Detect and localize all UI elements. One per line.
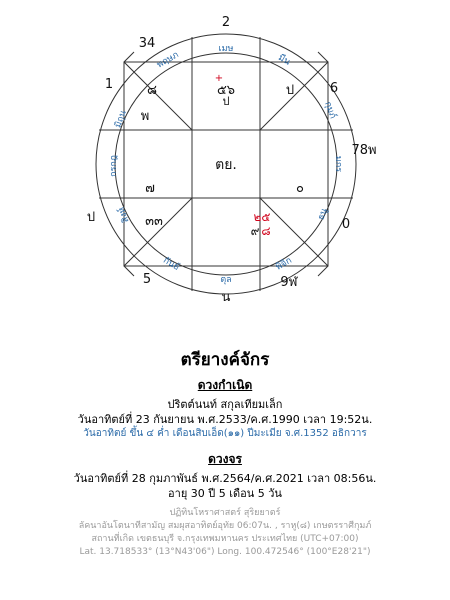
cell-bottom-left: ๓๓ xyxy=(145,214,163,229)
ring-sign-label: ตุล xyxy=(220,275,232,285)
footer-line: ลัคนาอันโตนาทีสามัญ สมผุสอาทิตย์อุทัย 06:07น. , ราหู(๘) เกษตรราศีกุมภ์ xyxy=(78,521,372,531)
cell-upper-left-corner: พ xyxy=(140,109,150,124)
grid-diagonal xyxy=(124,198,192,266)
ring-sign-label: เมษ xyxy=(218,44,234,54)
transit-age: อายุ 30 ปี 5 เดือน 5 วัน xyxy=(168,487,282,500)
transit-heading: ดวงจร xyxy=(208,452,242,466)
outer-mark: น xyxy=(221,290,231,305)
ring-spoke xyxy=(318,52,328,62)
grid-diagonal xyxy=(124,62,192,130)
cell-top-right: ป xyxy=(285,83,295,98)
transit-date: วันอาทิตย์ที่ 28 กุมภาพันธ์ พ.ศ.2564/ค.ศ.2021 เวลา 08:56น. xyxy=(73,472,377,485)
outer-mark: 0 xyxy=(341,217,351,232)
ring-sign-label: พิจิก xyxy=(274,255,294,273)
cell-bottom-center-red2: ๘ xyxy=(261,224,271,238)
outer-mark: 1 xyxy=(104,77,114,92)
ring-sign-label: ธนู xyxy=(316,207,330,222)
cell-bottom-center-red: ๒๕ xyxy=(253,210,271,224)
center-label: ตย. xyxy=(215,157,237,173)
ring-spoke xyxy=(124,52,134,62)
transit-section xyxy=(0,450,450,501)
ring-sign-label: มีน xyxy=(276,52,292,68)
cell-right-lower: ๐ xyxy=(296,181,304,196)
ring-sign-label: กุมภ์ xyxy=(322,100,338,121)
ring-spoke xyxy=(124,266,134,276)
outer-mark: 78พ xyxy=(351,143,377,158)
birth-date: วันอาทิตย์ที่ 23 กันยายน พ.ศ.2533/ค.ศ.1990 เวลา 19:52น. xyxy=(77,413,373,426)
footer-line: สถานที่เกิด เขตธนบุรี จ.กรุงเทพมหานคร ประเทศไทย (UTC+07:00) xyxy=(91,534,359,544)
footer-line: Lat. 13.718533° (13°N43'06") Long. 100.472546° (100°E28'21") xyxy=(79,547,371,557)
cell-top-center: ๕๖ xyxy=(216,83,236,98)
outer-mark: 5 xyxy=(142,272,152,287)
outer-mark: 9ฬ xyxy=(280,275,298,290)
birth-name: ปริตต์นนท์ สกุลเทียมเล็ก xyxy=(167,398,283,411)
cell-mark-plus: + xyxy=(214,73,224,84)
birth-lunar: วันอาทิตย์ ขึ้น ๔ ค่ำ เดือนสิบเอ็ด(๑๑) ปีมะเมีย จ.ศ.1352 อธิกวาร xyxy=(83,428,367,439)
outer-mark: 34 xyxy=(138,36,156,51)
cell-bottom-center-black: ๙ xyxy=(250,224,260,238)
cell-top-center-sub: ป xyxy=(222,95,230,108)
ring-sign-label: กรกฎ xyxy=(109,155,119,177)
ring-sign-label: พฤษภ xyxy=(155,50,181,71)
ring-sign-label: กันย์ xyxy=(161,255,181,273)
footer xyxy=(0,507,450,559)
outer-mark: ป xyxy=(86,210,96,225)
outer-mark: 2 xyxy=(221,15,231,30)
ring-sign-label: มกร xyxy=(333,155,343,173)
birth-section xyxy=(0,376,450,441)
outer-mark: 6 xyxy=(329,81,339,96)
birth-heading: ดวงกำเนิด xyxy=(197,378,253,392)
ring-sign-label: สิงห์ xyxy=(116,205,132,224)
ring-spoke xyxy=(318,266,328,276)
footer-line: ปฏิทินโหราศาสตร์ สุริยยาตร์ xyxy=(169,508,281,518)
cell-top-left: ๘ xyxy=(146,83,158,98)
ring-sign-label: มิถุน xyxy=(113,109,129,130)
page-title: ตรียางค์จักร xyxy=(180,350,270,370)
cell-left-lower: ๗ xyxy=(145,181,155,196)
